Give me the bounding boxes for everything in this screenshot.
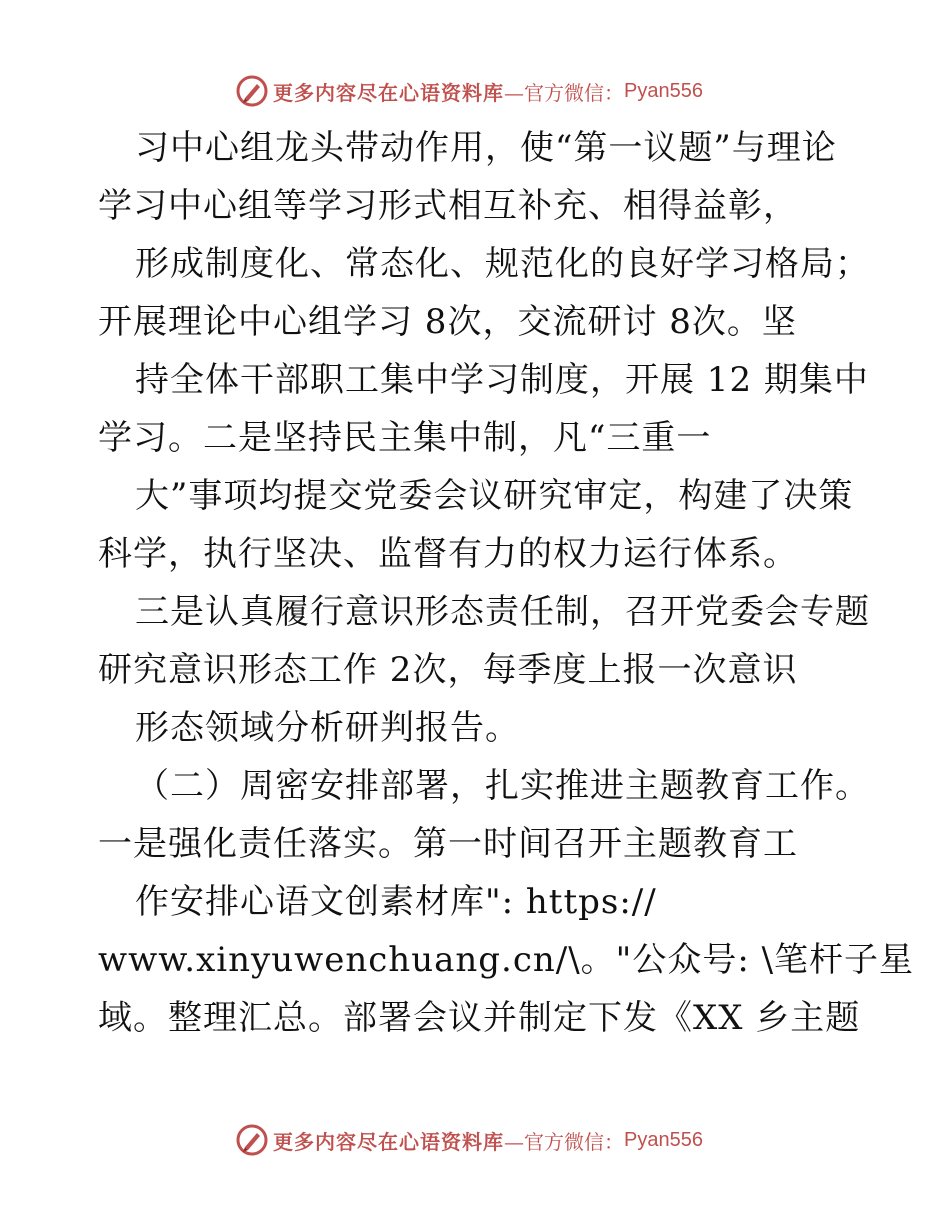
text-line: 科学，执行坚决、监督有力的权力运行体系。: [98, 534, 798, 574]
watermark-main-text: 更多内容尽在心语资料库: [273, 80, 504, 105]
watermark-main-text: 更多内容尽在心语资料库: [273, 1129, 504, 1154]
text-line: 研究意识形态工作 2次，每季度上报一次意识: [98, 650, 798, 690]
watermark-footer: [235, 1120, 703, 1160]
text-line: 三是认真履行意识形态责任制，召开党委会专题: [135, 592, 870, 632]
text-line: 域。整理汇总。部署会议并制定下发《XX 乡主题: [98, 998, 861, 1038]
text-line: 一是强化责任落实。第一时间召开主题教育工: [98, 824, 798, 864]
text-line: 习中心组龙头带动作用，使“第一议题”与理论: [135, 128, 837, 168]
text-line: 学习。二是坚持民主集中制，凡“三重一: [98, 418, 712, 458]
watermark-id-text: Pyan556: [624, 1128, 703, 1151]
watermark-id-text: Pyan556: [624, 79, 703, 102]
text-line: 形态领域分析研判报告。: [135, 708, 520, 748]
watermark-sub-text: —官方微信：: [504, 1129, 624, 1154]
pen-logo-icon: [235, 1123, 269, 1157]
text-line: （二）周密安排部署，扎实推进主题教育工作。: [135, 766, 870, 806]
text-line: 学习中心组等学习形式相互补充、相得益彰，: [98, 186, 798, 226]
text-line: 持全体干部职工集中学习制度，开展 12 期集中: [135, 360, 869, 400]
text-line: 开展理论中心组学习 8次，交流研讨 8次。坚: [98, 302, 797, 342]
text-line: 大”事项均提交党委会议研究审定，构建了决策: [135, 476, 854, 516]
text-line: 作安排心语文创素材库": https://: [135, 882, 657, 922]
text-line: www.xinyuwenchuang.cn/\。"公众号: \笔杆子星: [98, 940, 915, 980]
watermark-sub-text: —官方微信：: [504, 80, 624, 105]
text-line: 形成制度化、常态化、规范化的良好学习格局；: [135, 244, 870, 284]
pen-logo-icon: [235, 74, 269, 108]
watermark-header: [235, 71, 703, 111]
